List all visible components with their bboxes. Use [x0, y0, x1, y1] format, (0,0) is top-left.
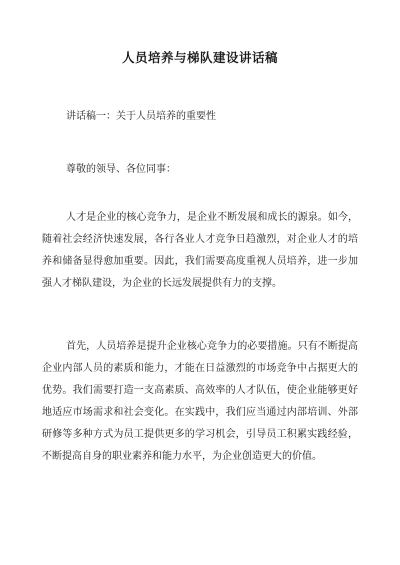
greeting-line: 尊敬的领导、各位同事：	[66, 164, 176, 175]
body-paragraph-1: 人才是企业的核心竞争力，是企业不断发展和成长的源泉。如今，随着社会经济快速发展，各行各业人才竞争日趋激烈，对企业人才的培养和储备显得愈加重要。因此，我们需要高度重视人员培养，进一步加强人才梯队建设，为企业的长远发展提供有力的支撑。	[42, 212, 358, 289]
speech-subheading: 讲话稿一：关于人员培养的重要性	[66, 111, 216, 122]
document-title: 人员培养与梯队建设讲话稿	[121, 50, 278, 65]
body-paragraph-2: 首先，人员培养是提升企业核心竞争力的必要措施。只有不断提高企业内部人员的素质和能力，才能在日益激烈的市场竞争中占据更大的优势。我们需要打造一支高素质、高效率的人才队伍，使企业能够更好地适应市场需求和社会变化。在实践中，我们应当通过内部培训、外部研修等多种方式为员工提供更多的学习机会，引导员工积累实践经验，不断提高自身的职业素养和能力水平，为企业创造更大的价值。	[42, 341, 358, 462]
